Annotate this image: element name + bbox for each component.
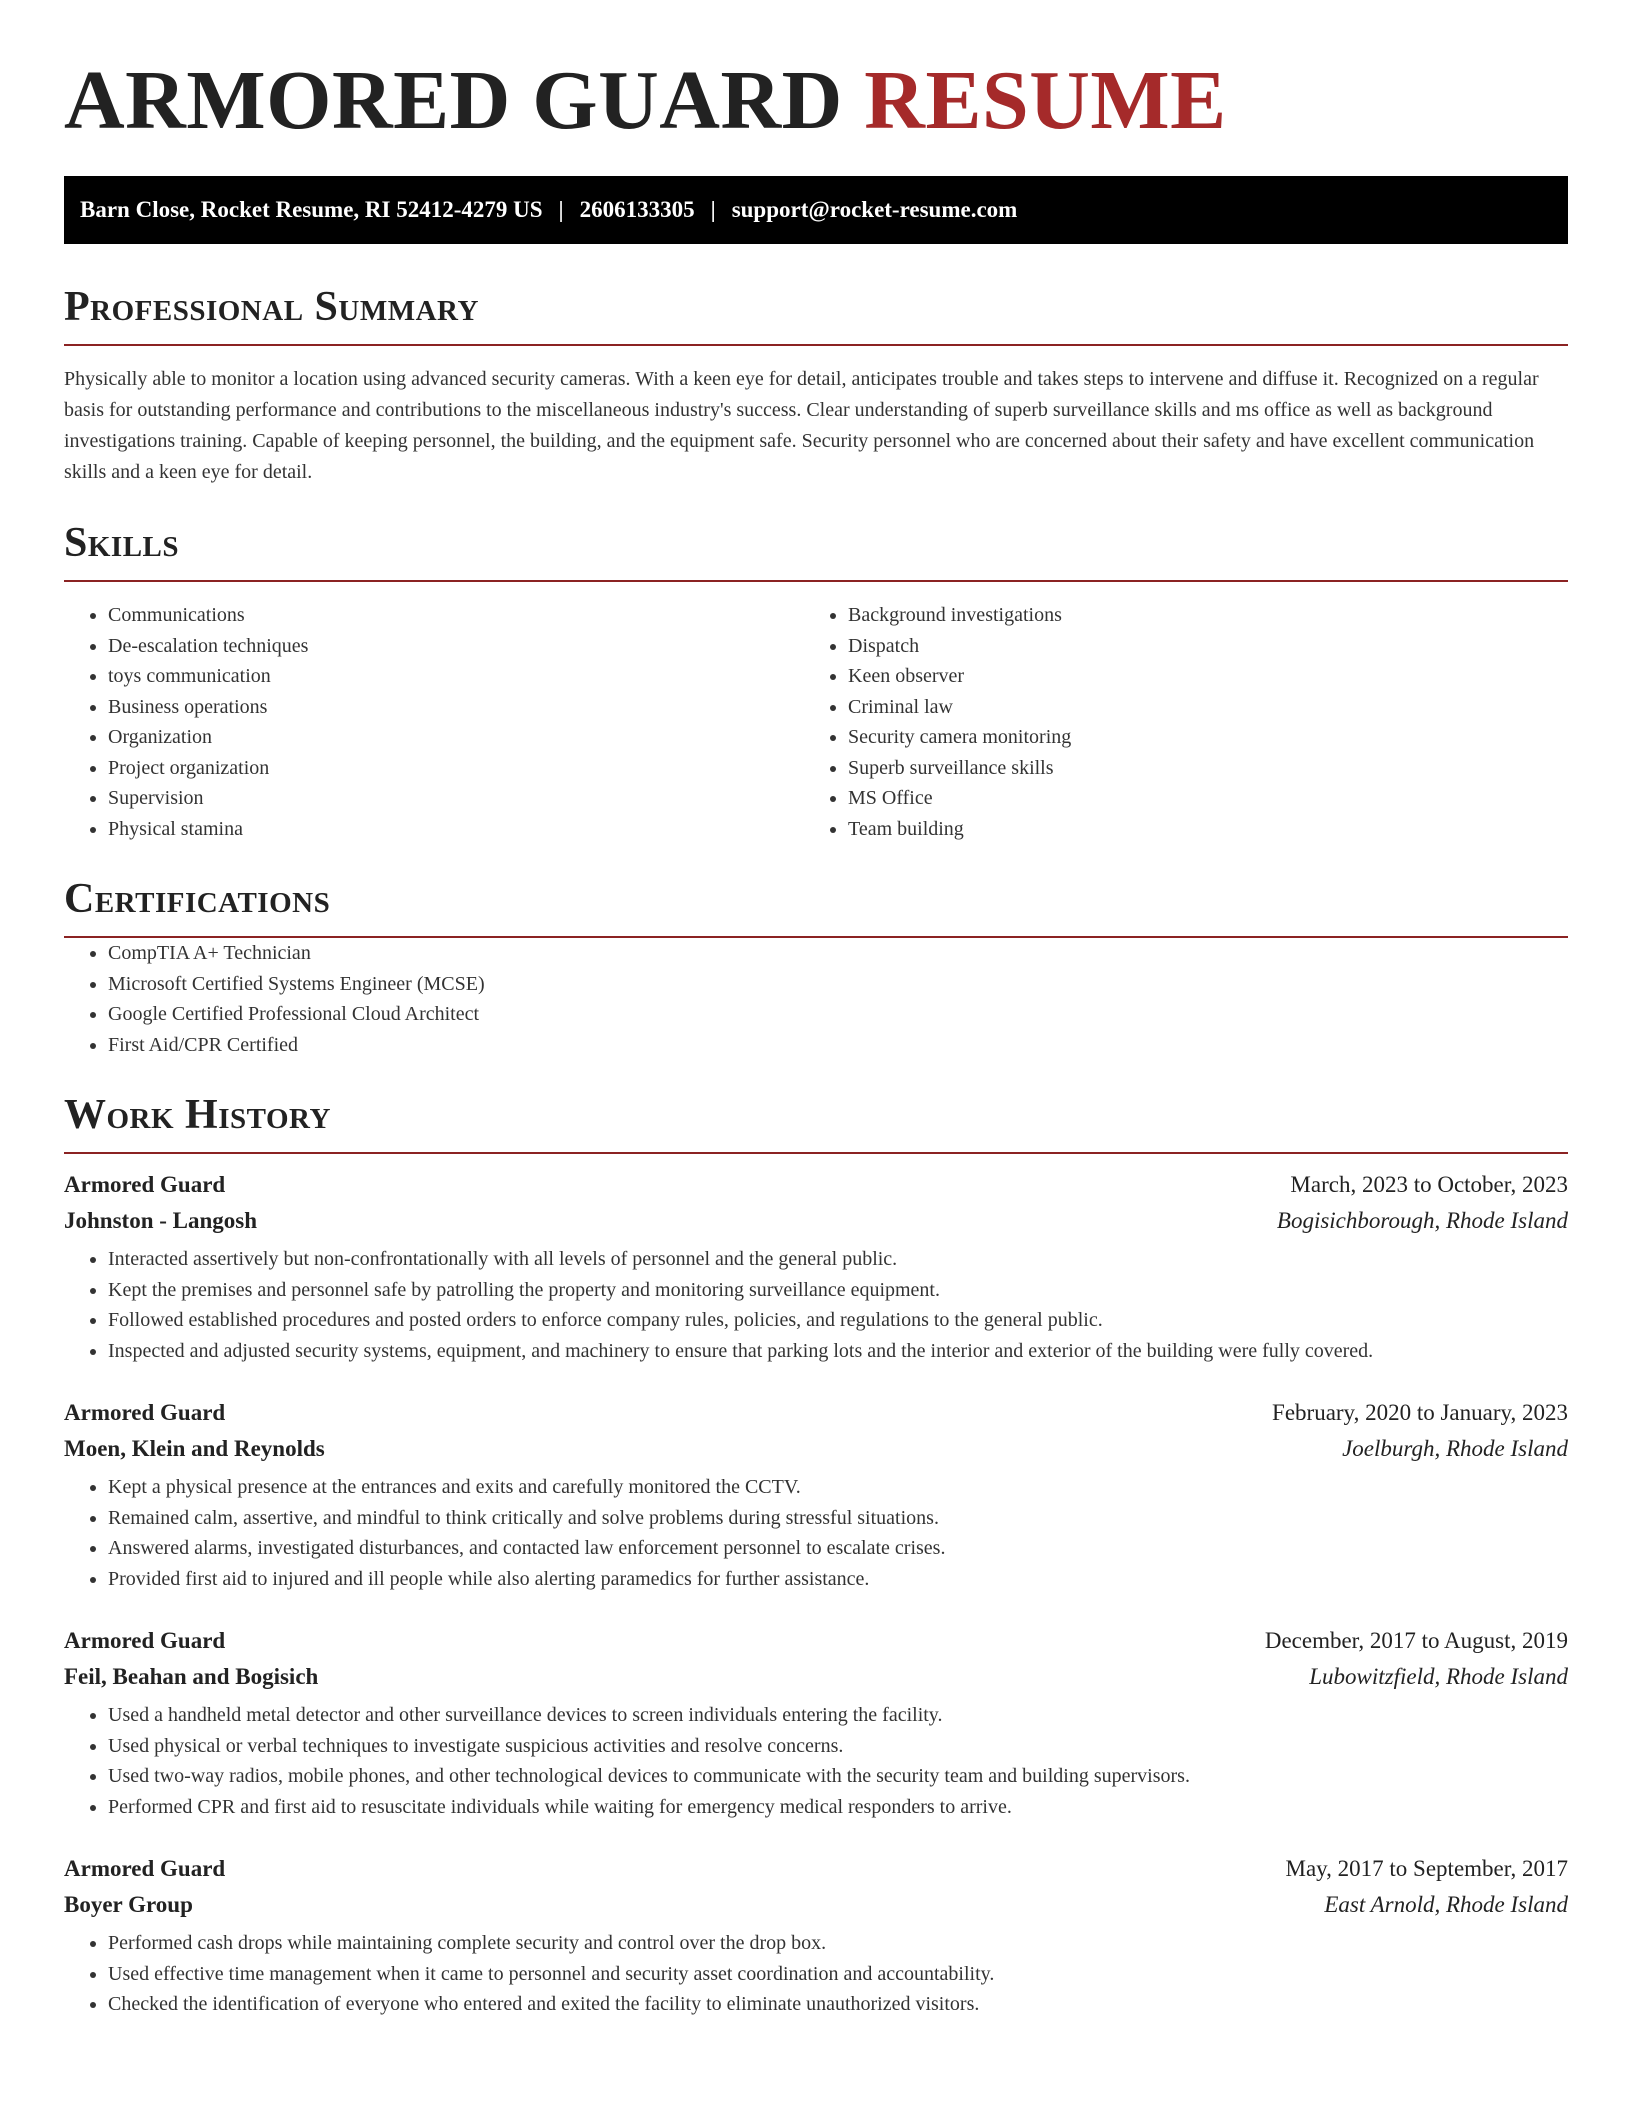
contact-bar — [64, 176, 1568, 244]
job-bullet: • Inspected and adjusted security systems, equipment, and machinery to ensure that parking lots and the interior and exterior of the building were fully covered. — [108, 1336, 1568, 1367]
job-title: Armored Guard — [64, 1856, 226, 1881]
skill-item: • Supervision — [108, 783, 804, 814]
skill-item: • MS Office — [848, 783, 1544, 814]
job-bullet: • Followed established procedures and posted orders to enforce company rules, policies, and regulations to the general public. — [108, 1305, 1568, 1336]
skill-item: • Superb surveillance skills — [848, 753, 1544, 784]
job-entry — [64, 1856, 1568, 2020]
skills-column-right — [804, 600, 1544, 844]
job-header-row — [64, 1400, 1568, 1436]
job-bullet: • Checked the identification of everyone who entered and exited the facility to eliminate unauthorized visitors. — [108, 1989, 1568, 2020]
contact-separator: | — [558, 197, 564, 222]
certification-item: • First Aid/CPR Certified — [108, 1030, 1568, 1061]
section-heading-work-history: Work History — [64, 1090, 1568, 1154]
job-title: Armored Guard — [64, 1628, 226, 1653]
title-main: ARMORED GUARD — [64, 54, 843, 147]
job-title: Armored Guard — [64, 1172, 226, 1197]
skill-item: • De-escalation techniques — [108, 631, 804, 662]
resume-content — [64, 0, 1568, 2020]
job-header-row — [64, 1628, 1568, 1664]
section-heading-certifications: Certifications — [64, 874, 1568, 938]
job-bullet: • Used two-way radios, mobile phones, and other technological devices to communicate with the security team and building supervisors. — [108, 1761, 1568, 1792]
skill-item: • Criminal law — [848, 692, 1544, 723]
job-dates: February, 2020 to January, 2023 — [1272, 1400, 1568, 1425]
job-entry — [64, 1172, 1568, 1366]
contact-address: Barn Close, Rocket Resume, RI 52412-4279 US — [80, 197, 543, 222]
job-bullet: • Remained calm, assertive, and mindful to think critically and solve problems during stressful situations. — [108, 1503, 1568, 1534]
job-bullet-list — [64, 1700, 1568, 1822]
professional-summary-section — [64, 282, 1568, 488]
skill-item: • Communications — [108, 600, 804, 631]
summary-text: Physically able to monitor a location using advanced security cameras. With a keen eye for detail, anticipates trouble and takes steps to intervene and diffuse it. Recognized on a regular basis for outstanding performance and contributions to the miscellaneous industry's success. Clear understanding of superb surveillance skills and ms office as well as background investigations training. Capable of keeping personnel, the building, and the equipment safe. Security personnel who are concerned about their safety and have excellent communication skills and a keen eye for detail. — [64, 368, 1539, 483]
certifications-list — [64, 938, 1568, 1060]
skills-list-right — [804, 600, 1544, 844]
job-bullet: • Kept the premises and personnel safe by patrolling the property and monitoring surveillance equipment. — [108, 1275, 1568, 1306]
job-location: East Arnold, Rhode Island — [1324, 1892, 1568, 1917]
section-heading-summary: Professional Summary — [64, 282, 1568, 346]
job-bullet: • Used effective time management when it came to personnel and security asset coordination and accountability. — [108, 1959, 1568, 1990]
contact-separator: | — [710, 197, 716, 222]
job-company: Feil, Beahan and Bogisich — [64, 1664, 319, 1689]
certification-item: • CompTIA A+ Technician — [108, 938, 1568, 969]
certification-item: • Microsoft Certified Systems Engineer (MCSE) — [108, 969, 1568, 1000]
job-bullet: • Provided first aid to injured and ill people while also alerting paramedics for further assistance. — [108, 1564, 1568, 1595]
job-title: Armored Guard — [64, 1400, 226, 1425]
job-bullet: • Used a handheld metal detector and other surveillance devices to screen individuals entering the facility. — [108, 1700, 1568, 1731]
job-company-row — [64, 1892, 1568, 1928]
job-company-row — [64, 1664, 1568, 1700]
job-location: Lubowitzfield, Rhode Island — [1309, 1664, 1568, 1689]
skill-item: • Team building — [848, 814, 1544, 845]
job-header-row — [64, 1172, 1568, 1208]
skill-item: • Project organization — [108, 753, 804, 784]
skill-item: • Physical stamina — [108, 814, 804, 845]
job-bullet: • Kept a physical presence at the entrances and exits and carefully monitored the CCTV. — [108, 1472, 1568, 1503]
contact-phone: 2606133305 — [579, 197, 695, 222]
skill-item: • Business operations — [108, 692, 804, 723]
section-heading-skills: Skills — [64, 518, 1568, 582]
work-history-section — [64, 1090, 1568, 2020]
skill-item: • Dispatch — [848, 631, 1544, 662]
job-header-row — [64, 1856, 1568, 1892]
title-accent: RESUME — [864, 54, 1227, 147]
job-entry — [64, 1628, 1568, 1822]
job-dates: March, 2023 to October, 2023 — [1290, 1172, 1568, 1197]
skill-item: • Keen observer — [848, 661, 1544, 692]
resume-title — [64, 0, 1568, 150]
job-bullet-list — [64, 1928, 1568, 2020]
job-bullet: • Answered alarms, investigated disturbances, and contacted law enforcement personnel to escalate crises. — [108, 1533, 1568, 1564]
job-bullet: • Interacted assertively but non-confrontationally with all levels of personnel and the general public. — [108, 1244, 1568, 1275]
job-dates: December, 2017 to August, 2019 — [1264, 1628, 1568, 1653]
job-company: Johnston - Langosh — [64, 1208, 258, 1233]
job-bullet: • Performed cash drops while maintaining complete security and control over the drop box. — [108, 1928, 1568, 1959]
job-company-row — [64, 1208, 1568, 1244]
job-bullet-list — [64, 1244, 1568, 1366]
skills-columns — [64, 600, 1568, 844]
certification-item: • Google Certified Professional Cloud Architect — [108, 999, 1568, 1030]
job-company: Moen, Klein and Reynolds — [64, 1436, 325, 1461]
skills-column-left — [64, 600, 804, 844]
job-dates: May, 2017 to September, 2017 — [1285, 1856, 1568, 1881]
skill-item: • toys communication — [108, 661, 804, 692]
skill-item: • Organization — [108, 722, 804, 753]
job-bullet: • Used physical or verbal techniques to investigate suspicious activities and resolve concerns. — [108, 1731, 1568, 1762]
job-entry — [64, 1400, 1568, 1594]
certifications-section — [64, 874, 1568, 1060]
job-location: Bogisichborough, Rhode Island — [1276, 1208, 1568, 1233]
job-company: Boyer Group — [64, 1892, 193, 1917]
job-bullet-list — [64, 1472, 1568, 1594]
skill-item: • Security camera monitoring — [848, 722, 1544, 753]
job-bullet: • Performed CPR and first aid to resuscitate individuals while waiting for emergency medical responders to arrive. — [108, 1792, 1568, 1823]
contact-email: support@rocket-resume.com — [731, 197, 1018, 222]
skills-section — [64, 518, 1568, 844]
job-company-row — [64, 1436, 1568, 1472]
skill-item: • Background investigations — [848, 600, 1544, 631]
job-location: Joelburgh, Rhode Island — [1342, 1436, 1568, 1461]
skills-list-left — [64, 600, 804, 844]
